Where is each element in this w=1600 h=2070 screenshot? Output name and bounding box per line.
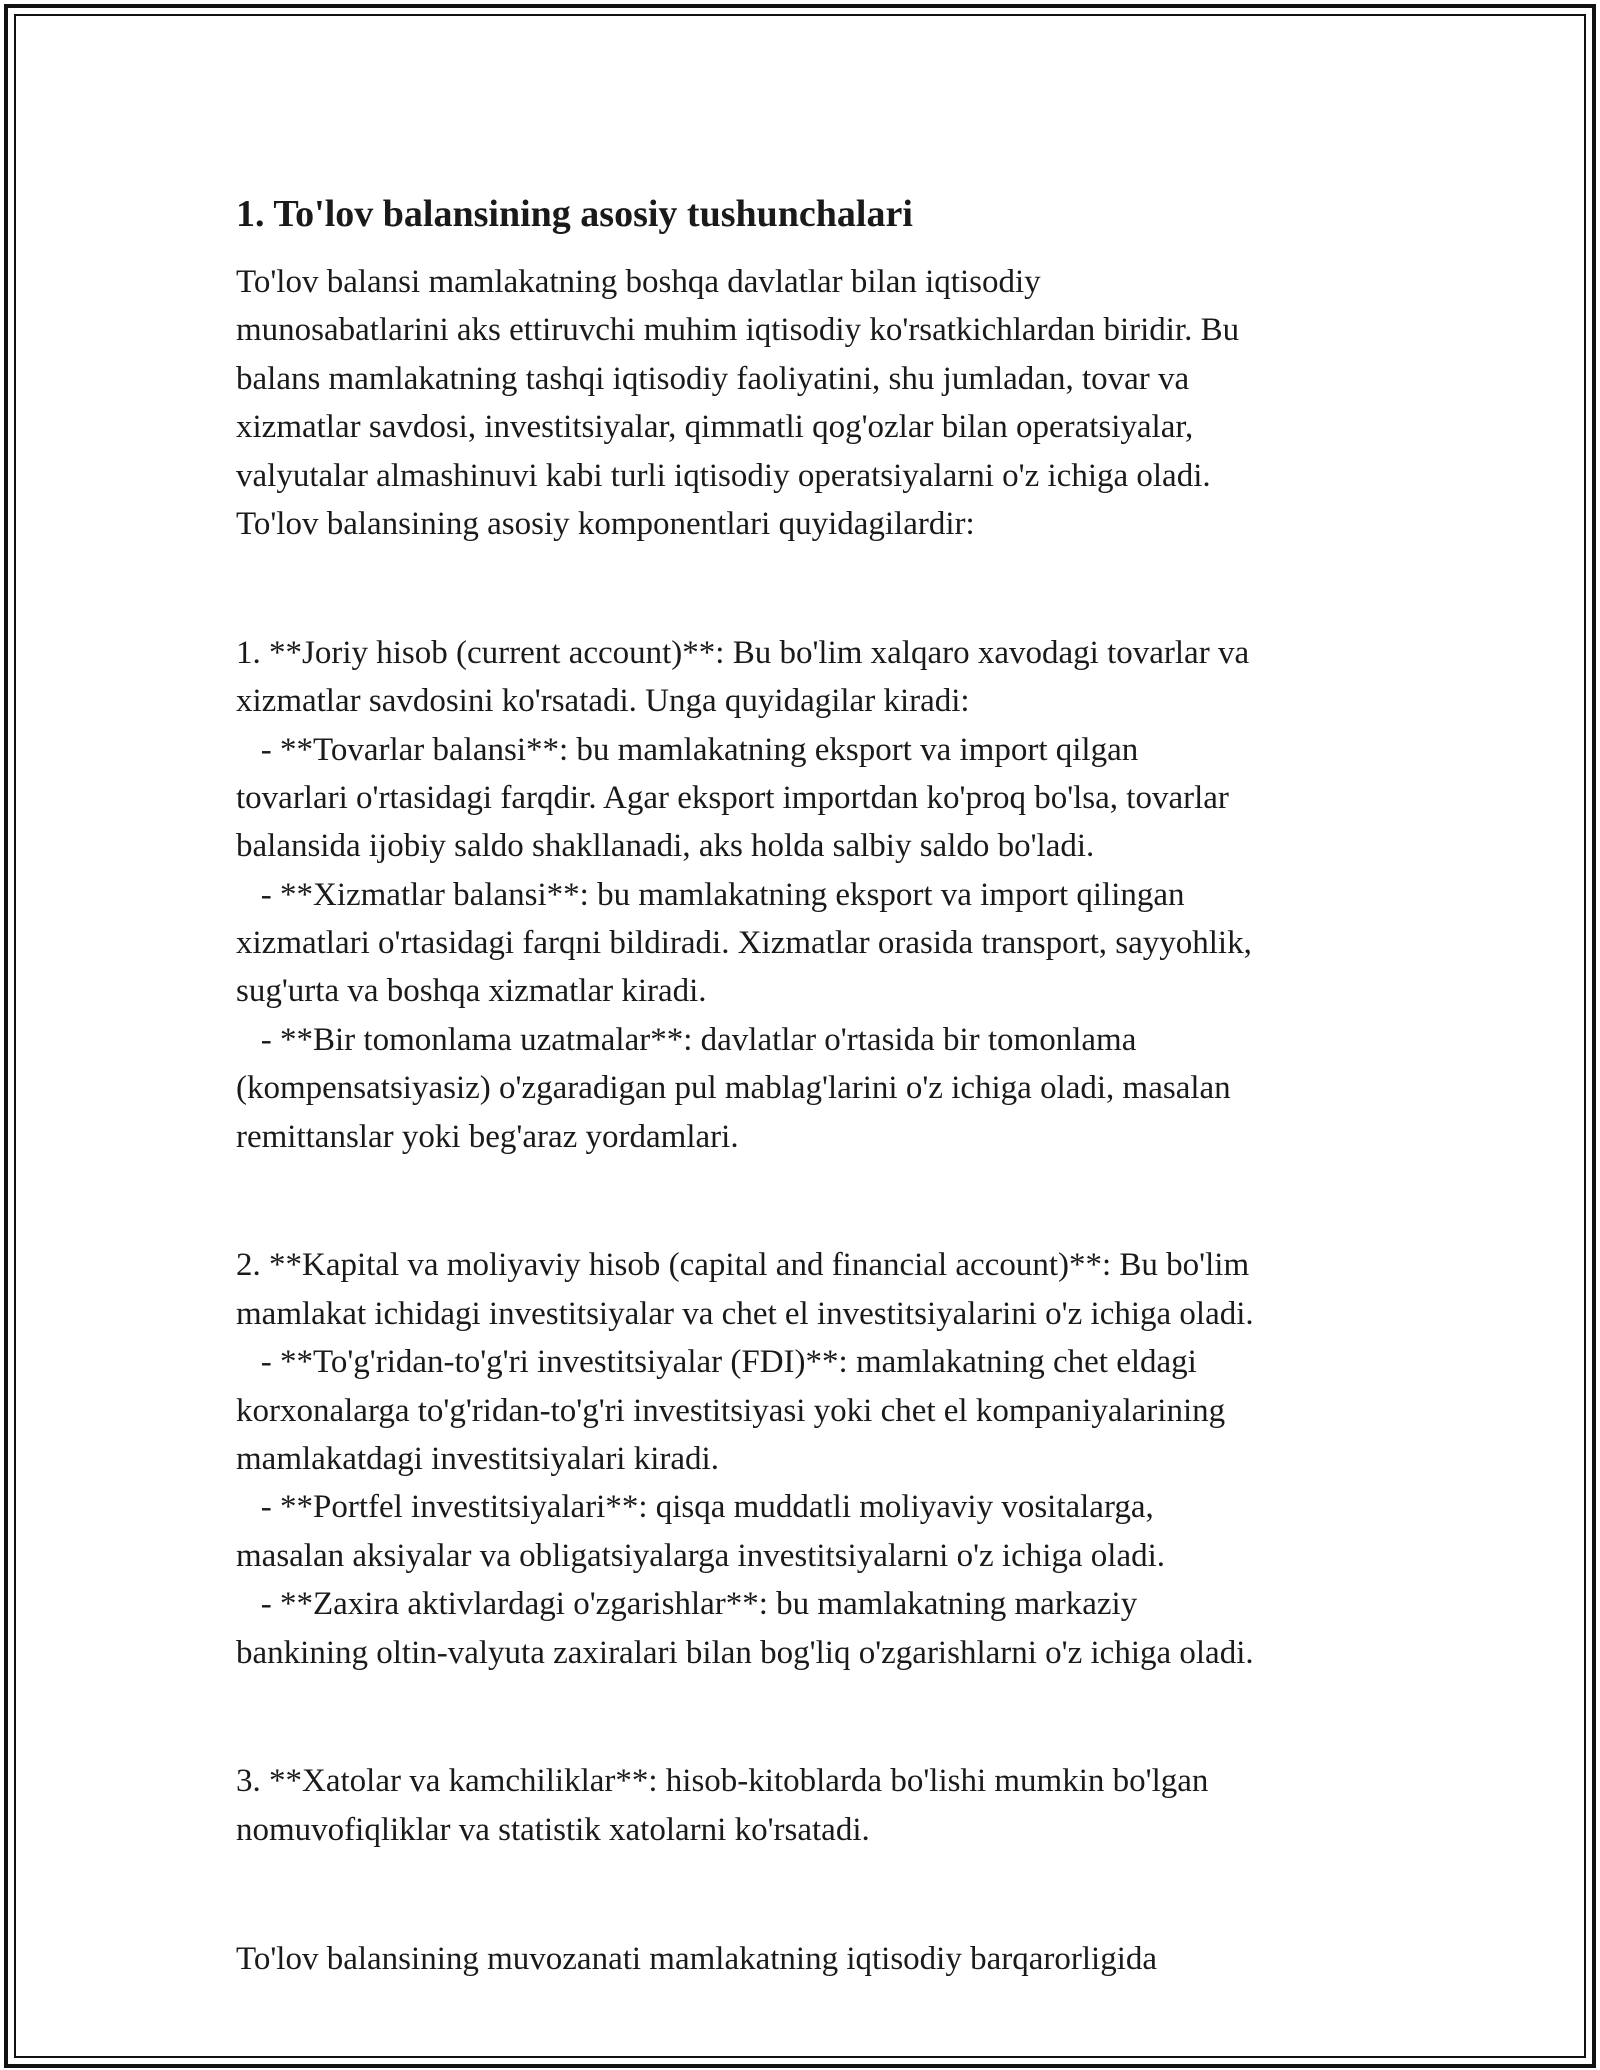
- text-line: - **Portfel investitsiyalari**: qisqa muddatli moliyaviy vositalarga,: [236, 1489, 1154, 1526]
- text-line: balans mamlakatning tashqi iqtisodiy faoliyatini, shu jumladan, tovar va: [236, 360, 1190, 397]
- text-line: mamlakatdagi investitsiyalari kiradi.: [236, 1440, 719, 1477]
- blank-line: [236, 1870, 1396, 1918]
- text-line: To'lov balansining muvozanati mamlakatning iqtisodiy barqarorligida: [236, 1940, 1158, 1977]
- text-line: balansida ijobiy saldo shakllanadi, aks holda salbiy saldo bo'ladi.: [236, 828, 1095, 865]
- text-line: To'lov balansi mamlakatning boshqa davlatlar bilan iqtisodiy: [236, 264, 1041, 300]
- text-line: xizmatlar savdosini ko'rsatadi. Unga quyidagilar kiradi:: [236, 683, 970, 720]
- text-line: tovarlari o'rtasidagi farqdir. Agar eksport importdan ko'proq bo'lsa, tovarlar: [236, 779, 1229, 816]
- text-line: munosabatlarini aks ettiruvchi muhim iqtisodiy ko'rsatkichlardan biridir. Bu: [236, 312, 1240, 349]
- text-line: - **Bir tomonlama uzatmalar**: davlatlar o'rtasida bir tomonlama: [236, 1021, 1137, 1058]
- text-line: masalan aksiyalar va obligatsiyalarga investitsiyalarni o'z ichiga oladi.: [236, 1537, 1166, 1574]
- text-line: bankining oltin-valyuta zaxiralari bilan bog'liq o'zgarishlarni o'z ichiga oladi.: [236, 1634, 1254, 1671]
- text-line: To'lov balansining asosiy komponentlari quyidagilardir:: [236, 505, 975, 542]
- text-line: 1. **Joriy hisob (current account)**: Bu bo'lim xalqaro xavodagi tovarlar va: [236, 634, 1250, 671]
- text-line: - **Tovarlar balansi**: bu mamlakatning eksport va import qilgan: [236, 731, 1139, 768]
- text-line: sug'urta va boshqa xizmatlar kiradi.: [236, 973, 707, 1010]
- blank-line: [236, 1693, 1396, 1741]
- body-text: [236, 258, 1396, 1983]
- text-line: nomuvofiqliklar va statistik xatolarni ko'rsatadi.: [236, 1811, 870, 1848]
- text-line: korxonalarga to'g'ridan-to'g'ri investitsiyasi yoki chet el kompaniyalarining: [236, 1392, 1226, 1429]
- text-line: - **To'g'ridan-to'g'ri investitsiyalar (FDI)**: mamlakatning chet eldagi: [236, 1344, 1197, 1381]
- blank-line: [236, 1177, 1396, 1225]
- text-line: - **Xizmatlar balansi**: bu mamlakatning eksport va import qilingan: [236, 876, 1185, 913]
- text-line: 3. **Xatolar va kamchiliklar**: hisob-kitoblarda bo'lishi mumkin bo'lgan: [236, 1763, 1209, 1800]
- text-line: xizmatlar savdosi, investitsiyalar, qimmatli qog'ozlar bilan operatsiyalar,: [236, 409, 1194, 446]
- blank-line: [236, 564, 1396, 612]
- section-heading: 1. To'lov balansining asosiy tushunchalari: [236, 193, 913, 235]
- text-line: (kompensatsiyasiz) o'zgaradigan pul mablag'larini o'z ichiga oladi, masalan: [236, 1070, 1231, 1107]
- text-line: mamlakat ichidagi investitsiyalar va chet el investitsiyalarini o'z ichiga oladi.: [236, 1295, 1254, 1332]
- text-line: - **Zaxira aktivlardagi o'zgarishlar**: bu mamlakatning markaziy: [236, 1586, 1138, 1623]
- text-line: 2. **Kapital va moliyaviy hisob (capital and financial account)**: Bu bo'lim: [236, 1247, 1250, 1284]
- text-line: xizmatlari o'rtasidagi farqni bildiradi. Xizmatlar orasida transport, sayyohlik,: [236, 925, 1252, 962]
- text-line: remittanslar yoki beg'araz yordamlari.: [236, 1118, 739, 1155]
- document-page: [236, 190, 1396, 1983]
- text-line: valyutalar almashinuvi kabi turli iqtisodiy operatsiyalarni o'z ichiga oladi.: [236, 457, 1211, 494]
